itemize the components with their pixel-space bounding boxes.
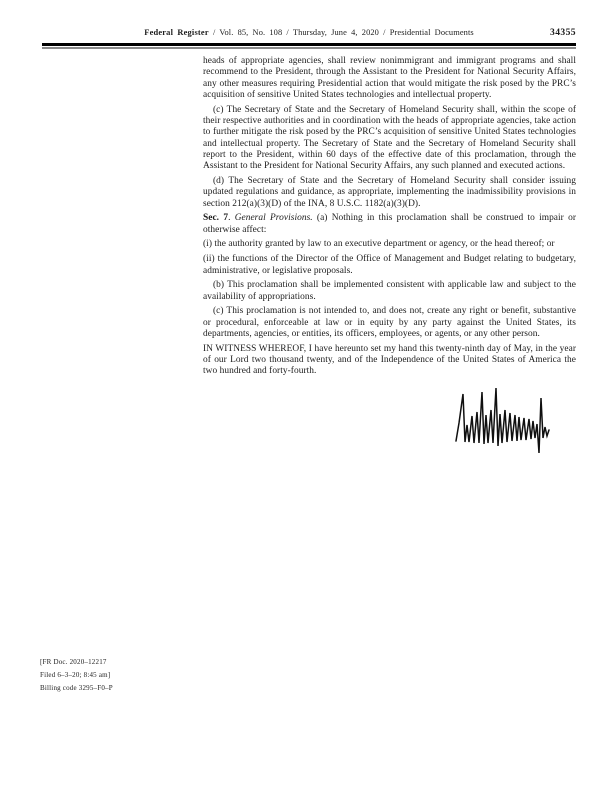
header-rule-gray [42,47,576,49]
page-number: 34355 [550,27,576,38]
paragraph-b-implementation: (b) This proclamation shall be implemented consistent with applicable law and subject to the availability of appropriations. [203,280,576,302]
issue-info: / Vol. 85, No. 108 / Thursday, June 4, 2020 / Presidential Documents [208,28,474,37]
section-number: Sec. 7 [203,213,229,224]
filed-date-line: Filed 6–3–20; 8:45 am] [40,671,111,680]
fr-doc-number: [FR Doc. 2020–12217 [40,658,107,666]
signature-glyph [453,385,568,459]
list-item-ii: (ii) the functions of the Director of the Office of Management and Budget relating to budgetary, administrative, or legislative proposals. [203,254,576,276]
paragraph-c-no-rights: (c) This proclamation is not intended to, and does not, create any right or benefit, substantive or procedural, enforceable at law or in equity by any party against the United States, its departments, agencies, or entities, its officers, employees, or agents, or any other person. [203,306,576,340]
paragraph-sec7-general-provisions [203,213,576,236]
section-title: General Provisions. [234,213,313,224]
section-separator: . [228,213,235,224]
paragraph-d-regulations: (d) The Secretary of State and the Secretary of Homeland Security shall consider issuing updated regulations and guidance, as appropriate, implementing the inadmissibility provisions in section 212(a)(3)(D) of the INA, 8 U.S.C. 1182(a)(3)(D). [203,175,576,209]
paragraph-continuation: heads of appropriate agencies, shall review nonimmigrant and immigrant programs and shall recommend to the President, through the Assistant to the President for National Security Affairs, any other measures requiring Presidential action that would mitigate the risk posed by the PRC’s acquisition of sensitive United States technologies and intellectual property. [203,56,576,100]
header-rule-black [42,43,576,46]
paragraph-c-secretaries-action: (c) The Secretary of State and the Secretary of Homeland Security shall, within the scope of their respective authorities and in coordination with the heads of appropriate agencies, take action to further mitigate the risk posed by the PRC’s acquisition of sensitive United States technologies and intellectual property. The Secretary of State and the Secretary of Homeland Security shall report to the President, within 60 days of the effective date of this proclamation, through the Assistant to the President for National Security Affairs, any such planned and executed actions. [203,104,576,172]
presidential-signature [453,385,568,459]
page-footer [40,656,113,696]
page-header [42,26,576,49]
list-item-i: (i) the authority granted by law to an executive department or agency, or the head thereof; or [203,239,555,250]
running-head [42,26,576,40]
billing-code: Billing code 3295–F0–P [40,684,113,693]
journal-name: Federal Register [144,28,209,37]
section-text: (a) Nothing in this proclamation shall be construed to impair or otherwise affect: [203,213,576,235]
document-body [203,56,576,459]
paragraph-in-witness-whereof: IN WITNESS WHEREOF, I have hereunto set my hand this twenty-ninth day of May, in the year of our Lord two thousand twenty, and of the Independence of the United States of America the two hundred and forty-fourth. [203,343,576,377]
